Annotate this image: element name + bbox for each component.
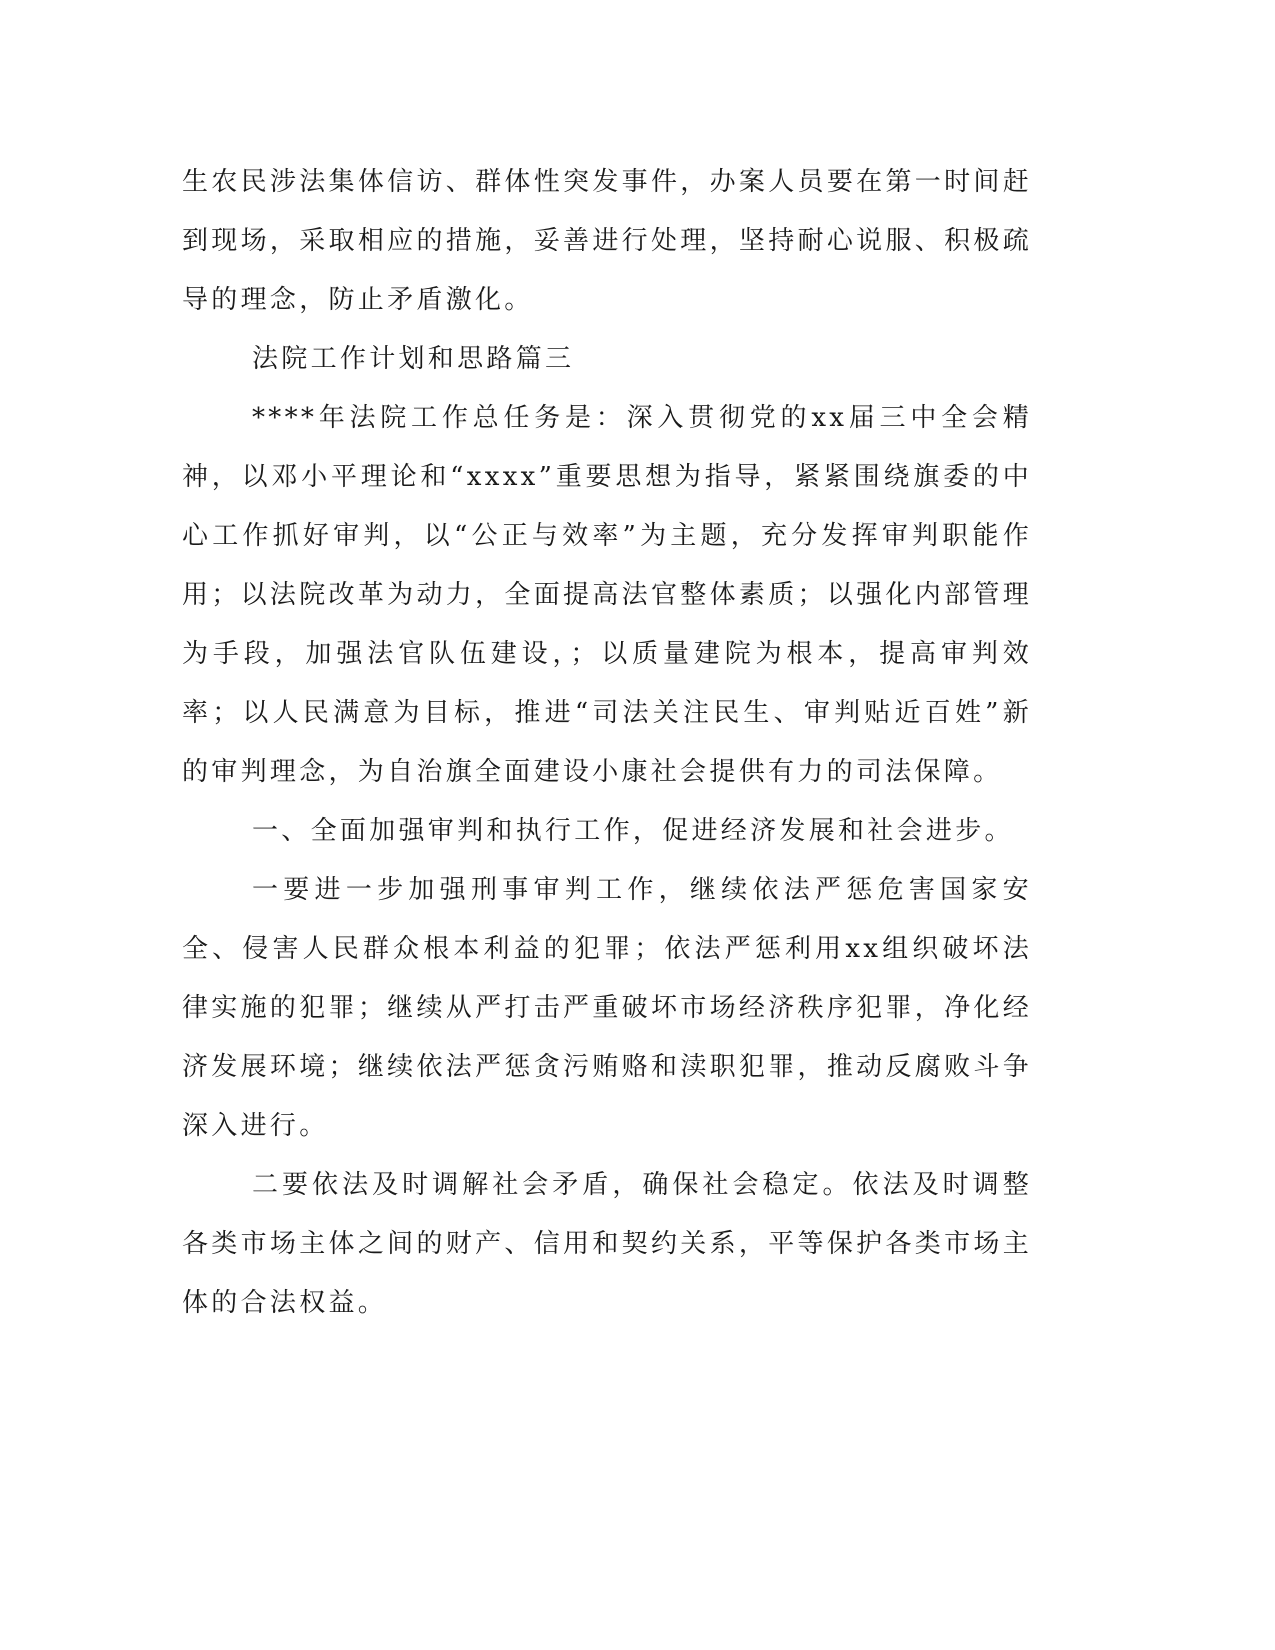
paragraph-point-one: 一、全面加强审判和执行工作，促进经济发展和社会进步。 xyxy=(252,816,1014,846)
paragraph-overall-task: ****年法院工作总任务是：深入贯彻党的xx届三中全会精神，以邓小平理论和“xxxx”重要思想为指导，紧紧围绕旗委的中心工作抓好审判，以“公正与效率”为主题，充分发挥审判职能作用；以法院改革为动力，全面提高法官整体素质；以强化内部管理为手段，加强法官队伍建设，；以质量建院为根本，提高审判效率；以人民满意为目标，推进“司法关注民生、审判贴近百姓”新的审判理念，为自治旗全面建设小康社会提供有力的司法保障。 xyxy=(182,403,1032,787)
paragraph-criminal-trial: 一要进一步加强刑事审判工作，继续依法严惩危害国家安全、侵害人民群众根本利益的犯罪；依法严惩利用xx组织破坏法律实施的犯罪；继续从严打击严重破坏市场经济秩序犯罪，净化经济发展环境；继续依法严惩贪污贿赂和渎职犯罪，推动反腐败斗争深入进行。 xyxy=(182,875,1032,1141)
document-body xyxy=(182,153,1032,1333)
section-heading: 法院工作计划和思路篇三 xyxy=(252,344,575,374)
paragraph-continuation: 生农民涉法集体信访、群体性突发事件，办案人员要在第一时间赶到现场，采取相应的措施，妥善进行处理，坚持耐心说服、积极疏导的理念，防止矛盾激化。 xyxy=(182,167,1032,315)
paragraph-social-conflicts: 二要依法及时调解社会矛盾，确保社会稳定。依法及时调整各类市场主体之间的财产、信用和契约关系，平等保护各类市场主体的合法权益。 xyxy=(182,1170,1032,1318)
